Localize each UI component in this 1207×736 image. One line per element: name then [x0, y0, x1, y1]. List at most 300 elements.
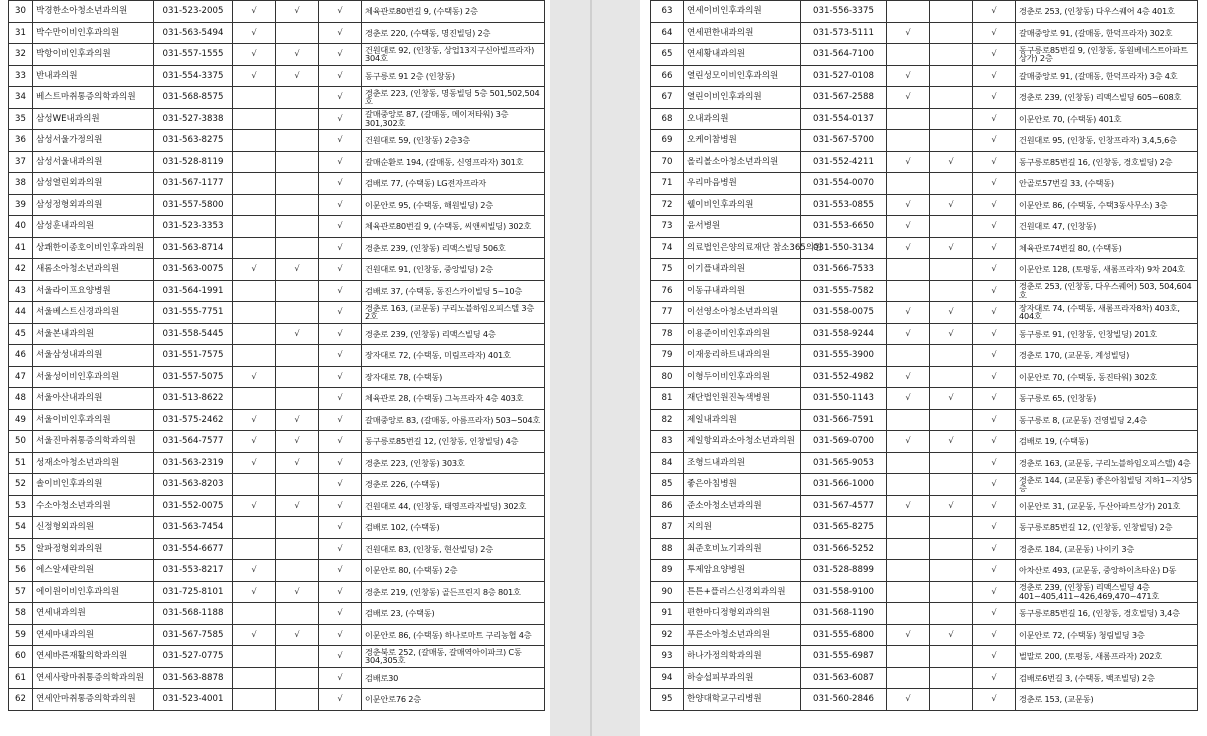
- table-row: [651, 366, 1198, 388]
- phone-number: 031-566-1000: [801, 474, 887, 496]
- clinic-name: 연세편한내과의원: [684, 22, 801, 44]
- address: 동구릉로85번길 12, (인창동, 인창빌딩) 4층: [362, 431, 545, 453]
- clinic-name: 편한마디정형외과의원: [684, 603, 801, 625]
- check-mark-3: √: [973, 302, 1016, 324]
- check-mark-1: √: [233, 366, 276, 388]
- check-mark-1: √: [233, 22, 276, 44]
- row-number: 89: [651, 560, 684, 582]
- phone-number: 031-566-7591: [801, 409, 887, 431]
- check-mark-3: √: [319, 603, 362, 625]
- address: 경춘로 170, (교문동, 계성빌딩): [1016, 345, 1198, 367]
- table-row: [9, 474, 545, 496]
- clinic-name: 의료법인은양의료재단 참소365의원: [684, 237, 801, 259]
- check-mark-2: √: [276, 409, 319, 431]
- phone-number: 031-566-5252: [801, 538, 887, 560]
- phone-number: 031-550-1143: [801, 388, 887, 410]
- check-mark-2: √: [930, 624, 973, 646]
- clinic-name: 이기플내과의원: [684, 259, 801, 281]
- check-mark-1: [887, 345, 930, 367]
- check-mark-2: [930, 87, 973, 109]
- address: 검배로 19, (수택동): [1016, 431, 1198, 453]
- table-row: [9, 667, 545, 689]
- clinic-name: 이동규내과의원: [684, 280, 801, 302]
- table-row: [9, 151, 545, 173]
- clinic-name: 준소아청소년과의원: [684, 495, 801, 517]
- check-mark-1: [233, 517, 276, 539]
- row-number: 43: [9, 280, 33, 302]
- table-row: [651, 22, 1198, 44]
- address: 갈매순환로 194, (갈매동, 신영프라자) 301호: [362, 151, 545, 173]
- check-mark-1: [233, 302, 276, 324]
- check-mark-3: √: [319, 345, 362, 367]
- check-mark-1: √: [887, 495, 930, 517]
- check-mark-2: √: [930, 302, 973, 324]
- row-number: 55: [9, 538, 33, 560]
- check-mark-3: √: [319, 237, 362, 259]
- phone-number: 031-558-9244: [801, 323, 887, 345]
- address: 이문안로 70, (수택동, 동진타워) 302호: [1016, 366, 1198, 388]
- table-row: [9, 495, 545, 517]
- clinic-name: 열린이비인후과의원: [684, 87, 801, 109]
- table-row: [9, 216, 545, 238]
- check-mark-2: [930, 517, 973, 539]
- row-number: 36: [9, 130, 33, 152]
- table-row: [651, 173, 1198, 195]
- check-mark-2: √: [276, 581, 319, 603]
- address: 건원대로 47, (인창동): [1016, 216, 1198, 238]
- clinic-name: 좋은아침병원: [684, 474, 801, 496]
- phone-number: 031-564-7577: [154, 431, 233, 453]
- check-mark-1: [233, 237, 276, 259]
- table-row: [651, 194, 1198, 216]
- table-row: [651, 603, 1198, 625]
- phone-number: 031-568-8575: [154, 87, 233, 109]
- check-mark-2: √: [930, 495, 973, 517]
- check-mark-2: √: [930, 431, 973, 453]
- phone-number: 031-575-2462: [154, 409, 233, 431]
- table-row: [9, 194, 545, 216]
- clinic-name: 서울삼성내과의원: [33, 345, 154, 367]
- address: 아차산로 493, (교문동, 중앙하이츠타운) D동: [1016, 560, 1198, 582]
- address: 이문안로76 2층: [362, 689, 545, 711]
- check-mark-1: √: [887, 431, 930, 453]
- clinic-name: 삼성열린외과의원: [33, 173, 154, 195]
- phone-number: 031-513-8622: [154, 388, 233, 410]
- address: 경춘로 220, (수택동, 명진빌딩) 2층: [362, 22, 545, 44]
- phone-number: 031-567-4577: [801, 495, 887, 517]
- clinic-name: 최준호비뇨기과의원: [684, 538, 801, 560]
- phone-number: 031-725-8101: [154, 581, 233, 603]
- clinic-name: 연세안마취통증의학과의원: [33, 689, 154, 711]
- check-mark-2: [930, 108, 973, 130]
- address: 체육관로80번길 9, (수택동, 씨앤씨빌딩) 302호: [362, 216, 545, 238]
- check-mark-2: [930, 345, 973, 367]
- table-row: [651, 65, 1198, 87]
- phone-number: 031-523-4001: [154, 689, 233, 711]
- table-row: [651, 388, 1198, 410]
- clinic-name: 연세내과의원: [33, 603, 154, 625]
- phone-number: 031-563-8714: [154, 237, 233, 259]
- address: 이문안로 86, (수택동, 수택3동사무소) 3층: [1016, 194, 1198, 216]
- check-mark-3: √: [319, 517, 362, 539]
- address: 건원대로 92, (인창동, 상업13지구신아빌프라자) 304호: [362, 44, 545, 66]
- check-mark-3: √: [973, 87, 1016, 109]
- address: 경춘로 144, (교문동) 좋은아침빌딩 지하1~지상5층: [1016, 474, 1198, 496]
- address: 건원대로 95, (인창동, 인창프라자) 3,4,5,6층: [1016, 130, 1198, 152]
- clinic-name: 서울이비인후과의원: [33, 409, 154, 431]
- table-row: [9, 22, 545, 44]
- check-mark-3: √: [973, 130, 1016, 152]
- clinic-name: 서울성이비인후과의원: [33, 366, 154, 388]
- clinic-name: 이용준이비인후과의원: [684, 323, 801, 345]
- address: 경춘로 253, (인창동) 다우스퀘어 4층 401호: [1016, 1, 1198, 23]
- table-row: [9, 108, 545, 130]
- phone-number: 031-564-1991: [154, 280, 233, 302]
- clinic-name: 오내과의원: [684, 108, 801, 130]
- row-number: 84: [651, 452, 684, 474]
- row-number: 41: [9, 237, 33, 259]
- check-mark-3: √: [319, 1, 362, 23]
- phone-number: 031-552-4982: [801, 366, 887, 388]
- check-mark-3: √: [319, 388, 362, 410]
- row-number: 34: [9, 87, 33, 109]
- address: 경춘북로 252, (갈매동, 갈매역아이파크) C동 304,305호: [362, 646, 545, 668]
- address: 검배로 37, (수택동, 동진스카이빌딩 5~10층: [362, 280, 545, 302]
- phone-number: 031-563-0075: [154, 259, 233, 281]
- table-row: [651, 87, 1198, 109]
- table-row: [651, 689, 1198, 711]
- phone-number: 031-563-2319: [154, 452, 233, 474]
- table-row: [9, 237, 545, 259]
- clinic-name: 이선영소아청소년과의원: [684, 302, 801, 324]
- check-mark-1: √: [887, 87, 930, 109]
- clinic-table-right: [650, 0, 1198, 711]
- check-mark-1: [887, 259, 930, 281]
- check-mark-3: √: [973, 194, 1016, 216]
- check-mark-2: √: [276, 65, 319, 87]
- address: 이문안로 72, (수택동) 청림빌딩 3층: [1016, 624, 1198, 646]
- address: 갈매중앙로 87, (갈매동, 메이저타워) 3층 301,302호: [362, 108, 545, 130]
- table-row: [9, 87, 545, 109]
- check-mark-1: √: [887, 323, 930, 345]
- phone-number: 031-567-1177: [154, 173, 233, 195]
- phone-number: 031-557-1555: [154, 44, 233, 66]
- check-mark-1: [887, 280, 930, 302]
- row-number: 60: [9, 646, 33, 668]
- row-number: 67: [651, 87, 684, 109]
- check-mark-2: [276, 237, 319, 259]
- address: 동구릉로 65, (인창동): [1016, 388, 1198, 410]
- check-mark-3: √: [319, 280, 362, 302]
- table-row: [651, 495, 1198, 517]
- check-mark-1: [233, 689, 276, 711]
- table-row: [651, 646, 1198, 668]
- check-mark-2: √: [930, 194, 973, 216]
- table-row: [651, 345, 1198, 367]
- check-mark-2: [930, 560, 973, 582]
- check-mark-1: √: [887, 216, 930, 238]
- clinic-name: 삼성서울가정의원: [33, 130, 154, 152]
- row-number: 39: [9, 194, 33, 216]
- row-number: 78: [651, 323, 684, 345]
- check-mark-1: [887, 667, 930, 689]
- check-mark-2: [930, 452, 973, 474]
- check-mark-1: √: [887, 689, 930, 711]
- row-number: 62: [9, 689, 33, 711]
- row-number: 68: [651, 108, 684, 130]
- address: 갈매중앙로 83, (갈매동, 아름프라자) 503~504호: [362, 409, 545, 431]
- check-mark-2: [930, 216, 973, 238]
- phone-number: 031-563-8203: [154, 474, 233, 496]
- table-row: [651, 323, 1198, 345]
- row-number: 74: [651, 237, 684, 259]
- check-mark-3: √: [973, 323, 1016, 345]
- check-mark-2: [930, 22, 973, 44]
- phone-number: 031-569-0700: [801, 431, 887, 453]
- table-row: [651, 517, 1198, 539]
- phone-number: 031-560-2846: [801, 689, 887, 711]
- phone-number: 031-555-7582: [801, 280, 887, 302]
- check-mark-2: √: [276, 452, 319, 474]
- row-number: 81: [651, 388, 684, 410]
- check-mark-3: √: [973, 237, 1016, 259]
- address: 장자대로 72, (수택동, 미림프라자) 401호: [362, 345, 545, 367]
- clinic-name: 이재웅리하트내과의원: [684, 345, 801, 367]
- check-mark-3: √: [973, 667, 1016, 689]
- check-mark-2: [276, 345, 319, 367]
- address: 검배로6번길 3, (수택동, 백조빌딩) 2층: [1016, 667, 1198, 689]
- clinic-table-left: [8, 0, 545, 711]
- phone-number: 031-563-7454: [154, 517, 233, 539]
- check-mark-1: [887, 517, 930, 539]
- phone-number: 031-555-6987: [801, 646, 887, 668]
- table-row: [651, 302, 1198, 324]
- clinic-name: 반내과의원: [33, 65, 154, 87]
- check-mark-1: [233, 323, 276, 345]
- phone-number: 031-567-5700: [801, 130, 887, 152]
- check-mark-2: √: [930, 323, 973, 345]
- phone-number: 031-555-3900: [801, 345, 887, 367]
- address: 동구릉로85번길 16, (인창동, 경호빌딩) 2층: [1016, 151, 1198, 173]
- check-mark-1: [233, 603, 276, 625]
- clinic-name: 튼튼+플러스신경외과의원: [684, 581, 801, 603]
- clinic-name: 제일내과의원: [684, 409, 801, 431]
- phone-number: 031-557-5800: [154, 194, 233, 216]
- row-number: 77: [651, 302, 684, 324]
- address: 장자대로 74, (수택동, 새롬프라자8차) 403호, 404호: [1016, 302, 1198, 324]
- check-mark-2: [930, 474, 973, 496]
- check-mark-3: √: [973, 1, 1016, 23]
- clinic-name: 삼성서울내과의원: [33, 151, 154, 173]
- address: 건원대로 91, (인창동, 중앙빌딩) 2층: [362, 259, 545, 281]
- check-mark-3: √: [973, 216, 1016, 238]
- row-number: 56: [9, 560, 33, 582]
- check-mark-1: √: [233, 44, 276, 66]
- table-row: [9, 44, 545, 66]
- check-mark-2: [276, 130, 319, 152]
- check-mark-2: √: [276, 44, 319, 66]
- check-mark-3: √: [973, 495, 1016, 517]
- phone-number: 031-553-8217: [154, 560, 233, 582]
- check-mark-3: √: [319, 474, 362, 496]
- check-mark-2: [276, 517, 319, 539]
- row-number: 80: [651, 366, 684, 388]
- table-row: [651, 151, 1198, 173]
- page-gap: [590, 0, 592, 736]
- phone-number: 031-552-0075: [154, 495, 233, 517]
- table-row: [651, 409, 1198, 431]
- clinic-name: 하승섭피부과의원: [684, 667, 801, 689]
- row-number: 92: [651, 624, 684, 646]
- table-row: [651, 581, 1198, 603]
- phone-number: 031-567-2588: [801, 87, 887, 109]
- clinic-name: 열린성모이비인후과의원: [684, 65, 801, 87]
- check-mark-1: [887, 409, 930, 431]
- check-mark-2: [276, 302, 319, 324]
- check-mark-2: [276, 108, 319, 130]
- row-number: 76: [651, 280, 684, 302]
- phone-number: 031-556-3375: [801, 1, 887, 23]
- check-mark-3: √: [319, 560, 362, 582]
- clinic-name: 서울베스트신경과의원: [33, 302, 154, 324]
- phone-number: 031-568-1188: [154, 603, 233, 625]
- row-number: 71: [651, 173, 684, 195]
- address: 검배로 23, (수택동): [362, 603, 545, 625]
- check-mark-1: [887, 646, 930, 668]
- check-mark-3: √: [319, 108, 362, 130]
- table-row: [651, 560, 1198, 582]
- check-mark-1: [887, 108, 930, 130]
- check-mark-2: [930, 366, 973, 388]
- check-mark-2: √: [276, 259, 319, 281]
- address: 경춘로 239, (인창동) 리맥스빌딩 4층 401~405,411~426,469,470~471호: [1016, 581, 1198, 603]
- table-row: [9, 409, 545, 431]
- phone-number: 031-555-7751: [154, 302, 233, 324]
- check-mark-2: [276, 603, 319, 625]
- address: 경춘로 219, (인창동) 골든프린지 8층 801호: [362, 581, 545, 603]
- address: 경춘로 239, (인창동) 리맥스빌딩 4층: [362, 323, 545, 345]
- check-mark-1: √: [887, 302, 930, 324]
- row-number: 44: [9, 302, 33, 324]
- table-row: [9, 130, 545, 152]
- row-number: 37: [9, 151, 33, 173]
- address: 동구릉로85번길 12, (인창동, 인창빌딩) 2층: [1016, 517, 1198, 539]
- check-mark-2: √: [276, 495, 319, 517]
- phone-number: 031-566-7533: [801, 259, 887, 281]
- phone-number: 031-553-0855: [801, 194, 887, 216]
- address: 동구릉로 91 2층 (인창동): [362, 65, 545, 87]
- address: 경춘로 253, (인창동, 다우스퀘어) 503, 504,604호: [1016, 280, 1198, 302]
- row-number: 30: [9, 1, 33, 23]
- check-mark-2: [930, 409, 973, 431]
- row-number: 38: [9, 173, 33, 195]
- phone-number: 031-528-8899: [801, 560, 887, 582]
- phone-number: 031-567-7585: [154, 624, 233, 646]
- table-row: [651, 44, 1198, 66]
- check-mark-2: [930, 44, 973, 66]
- phone-number: 031-527-0775: [154, 646, 233, 668]
- clinic-name: 상쾌한이종호이비인후과의원: [33, 237, 154, 259]
- check-mark-1: [233, 108, 276, 130]
- address: 경춘로 153, (교문동): [1016, 689, 1198, 711]
- table-row: [9, 538, 545, 560]
- row-number: 33: [9, 65, 33, 87]
- check-mark-2: [276, 560, 319, 582]
- address: 갈매중앙로 91, (갈매동, 한덕프라자) 3층 4호: [1016, 65, 1198, 87]
- check-mark-3: √: [319, 538, 362, 560]
- check-mark-3: √: [973, 624, 1016, 646]
- address: 장자대로 78, (수택동): [362, 366, 545, 388]
- phone-number: 031-551-7575: [154, 345, 233, 367]
- check-mark-3: √: [973, 409, 1016, 431]
- address: 동구릉로 8, (교문동) 건영빌딩 2,4층: [1016, 409, 1198, 431]
- row-number: 52: [9, 474, 33, 496]
- clinic-name: 오케이참병원: [684, 130, 801, 152]
- check-mark-3: √: [319, 667, 362, 689]
- check-mark-2: [276, 151, 319, 173]
- check-mark-3: √: [973, 581, 1016, 603]
- table-row: [651, 474, 1198, 496]
- clinic-name: 연세바른재활의학과의원: [33, 646, 154, 668]
- clinic-name: 우리마음병원: [684, 173, 801, 195]
- check-mark-1: [887, 173, 930, 195]
- check-mark-3: √: [973, 108, 1016, 130]
- check-mark-1: [233, 538, 276, 560]
- address: 체육관로80번길 9, (수택동) 2층: [362, 1, 545, 23]
- check-mark-2: [930, 538, 973, 560]
- clinic-name: 에스알세란의원: [33, 560, 154, 582]
- phone-number: 031-563-5494: [154, 22, 233, 44]
- row-number: 31: [9, 22, 33, 44]
- phone-number: 031-552-4211: [801, 151, 887, 173]
- table-row: [9, 581, 545, 603]
- row-number: 82: [651, 409, 684, 431]
- check-mark-3: √: [319, 151, 362, 173]
- phone-number: 031-565-8275: [801, 517, 887, 539]
- address: 동구릉로85번길 9, (인창동, 동원베네스트아파트상가) 2층: [1016, 44, 1198, 66]
- row-number: 87: [651, 517, 684, 539]
- check-mark-1: [887, 581, 930, 603]
- row-number: 45: [9, 323, 33, 345]
- address: 경춘로 223, (인창동) 303호: [362, 452, 545, 474]
- table-row: [651, 259, 1198, 281]
- row-number: 65: [651, 44, 684, 66]
- check-mark-3: √: [973, 366, 1016, 388]
- check-mark-3: √: [319, 366, 362, 388]
- check-mark-1: √: [887, 624, 930, 646]
- check-mark-2: [930, 646, 973, 668]
- check-mark-2: [276, 667, 319, 689]
- phone-number: 031-563-8275: [154, 130, 233, 152]
- check-mark-2: [930, 581, 973, 603]
- phone-number: 031-553-6650: [801, 216, 887, 238]
- check-mark-3: √: [973, 388, 1016, 410]
- check-mark-1: [233, 646, 276, 668]
- clinic-name: 성재소아청소년과의원: [33, 452, 154, 474]
- row-number: 58: [9, 603, 33, 625]
- check-mark-2: [276, 388, 319, 410]
- clinic-name: 푸른소아청소년과의원: [684, 624, 801, 646]
- clinic-name: 연세사랑마취통증의학과의원: [33, 667, 154, 689]
- check-mark-2: [276, 280, 319, 302]
- check-mark-3: √: [319, 323, 362, 345]
- check-mark-1: [233, 194, 276, 216]
- phone-number: 031-523-2005: [154, 1, 233, 23]
- check-mark-1: √: [233, 65, 276, 87]
- table-row: [9, 302, 545, 324]
- row-number: 48: [9, 388, 33, 410]
- check-mark-3: √: [973, 603, 1016, 625]
